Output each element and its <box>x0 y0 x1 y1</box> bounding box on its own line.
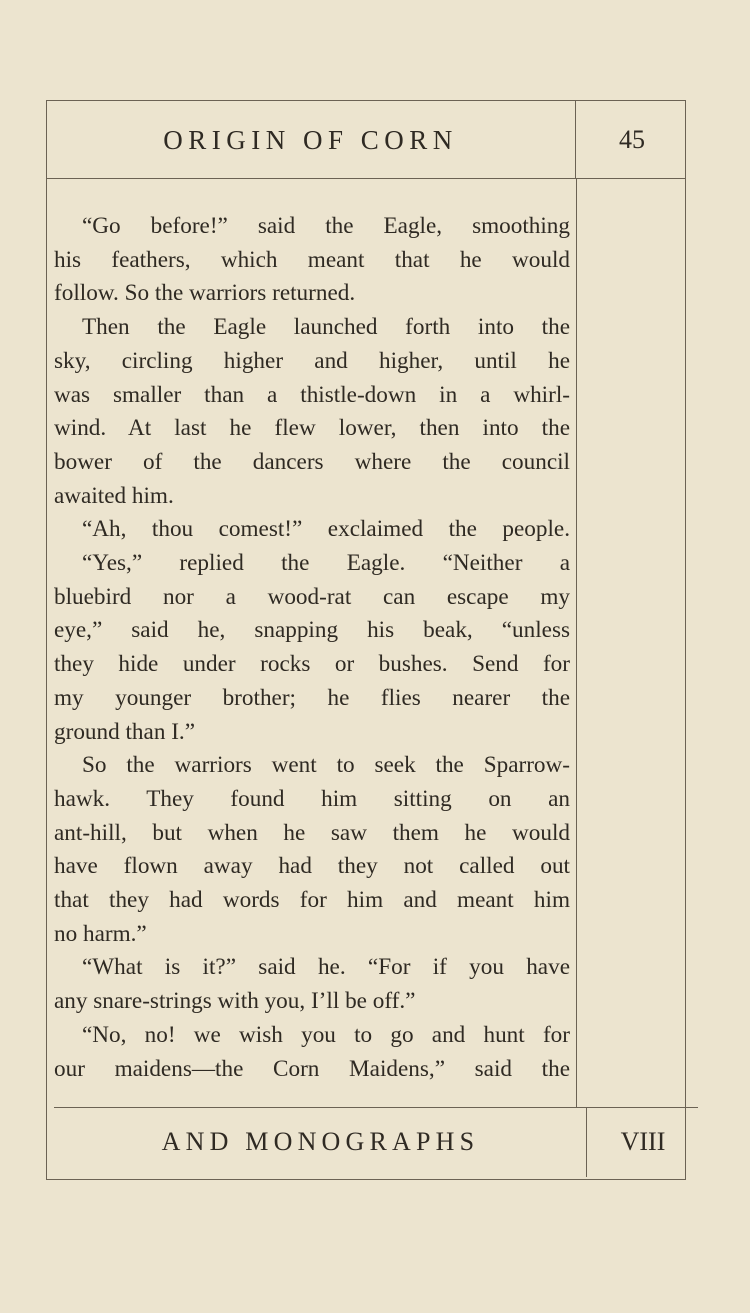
header-column-divider <box>575 101 576 178</box>
text-line: his feathers, which meant that he would <box>54 246 570 273</box>
text-line: wind. At last he flew lower, then into the <box>54 415 570 442</box>
text-line: ant-hill, but when he saw them he would <box>54 819 570 846</box>
text-line: bower of the dancers where the council <box>54 448 570 475</box>
text-line: “Ah, thou comest!” exclaimed the people. <box>82 516 570 543</box>
text-line: no harm.” <box>54 920 147 947</box>
text-line: they hide under rocks or bushes. Send for <box>54 651 570 678</box>
text-line: Then the Eagle launched forth into the <box>82 314 570 341</box>
page-footer-title: AND MONOGRAPHS <box>161 1127 480 1156</box>
text-line: was smaller than a thistle-down in a whirl- <box>54 381 570 408</box>
text-line: sky, circling higher and higher, until he <box>54 347 570 374</box>
text-line: hawk. They found him sitting on an <box>54 785 570 812</box>
text-line: So the warriors went to seek the Sparrow- <box>82 752 570 779</box>
volume-number: VIII <box>620 1127 666 1156</box>
text-line: awaited him. <box>54 482 174 509</box>
text-line: our maidens—the Corn Maidens,” said the <box>54 1055 570 1082</box>
text-line: ground than I.” <box>54 718 196 745</box>
page-header-title: ORIGIN OF CORN <box>163 125 458 155</box>
text-line: any snare-strings with you, I’ll be off.” <box>54 988 416 1015</box>
page-number: 45 <box>619 125 645 154</box>
text-line: eye,” said he, snapping his beak, “unless <box>54 617 570 644</box>
body-column-divider <box>576 178 577 1107</box>
text-line: my younger brother; he flies nearer the <box>54 684 570 711</box>
header-divider <box>46 178 686 179</box>
text-line: “What is it?” said he. “For if you have <box>82 954 570 981</box>
body-text <box>54 210 570 1086</box>
footer-divider <box>54 1107 698 1108</box>
text-line: “No, no! we wish you to go and hunt for <box>82 1021 570 1048</box>
text-line: “Yes,” replied the Eagle. “Neither a <box>82 550 570 577</box>
text-line: “Go before!” said the Eagle, smoothing <box>82 213 570 239</box>
text-line: bluebird nor a wood-rat can escape my <box>54 583 570 610</box>
text-line: follow. So the warriors returned. <box>54 280 356 307</box>
text-line: that they had words for him and meant him <box>54 887 570 914</box>
text-line: have flown away had they not called out <box>54 853 570 880</box>
footer-column-divider <box>586 1107 587 1177</box>
